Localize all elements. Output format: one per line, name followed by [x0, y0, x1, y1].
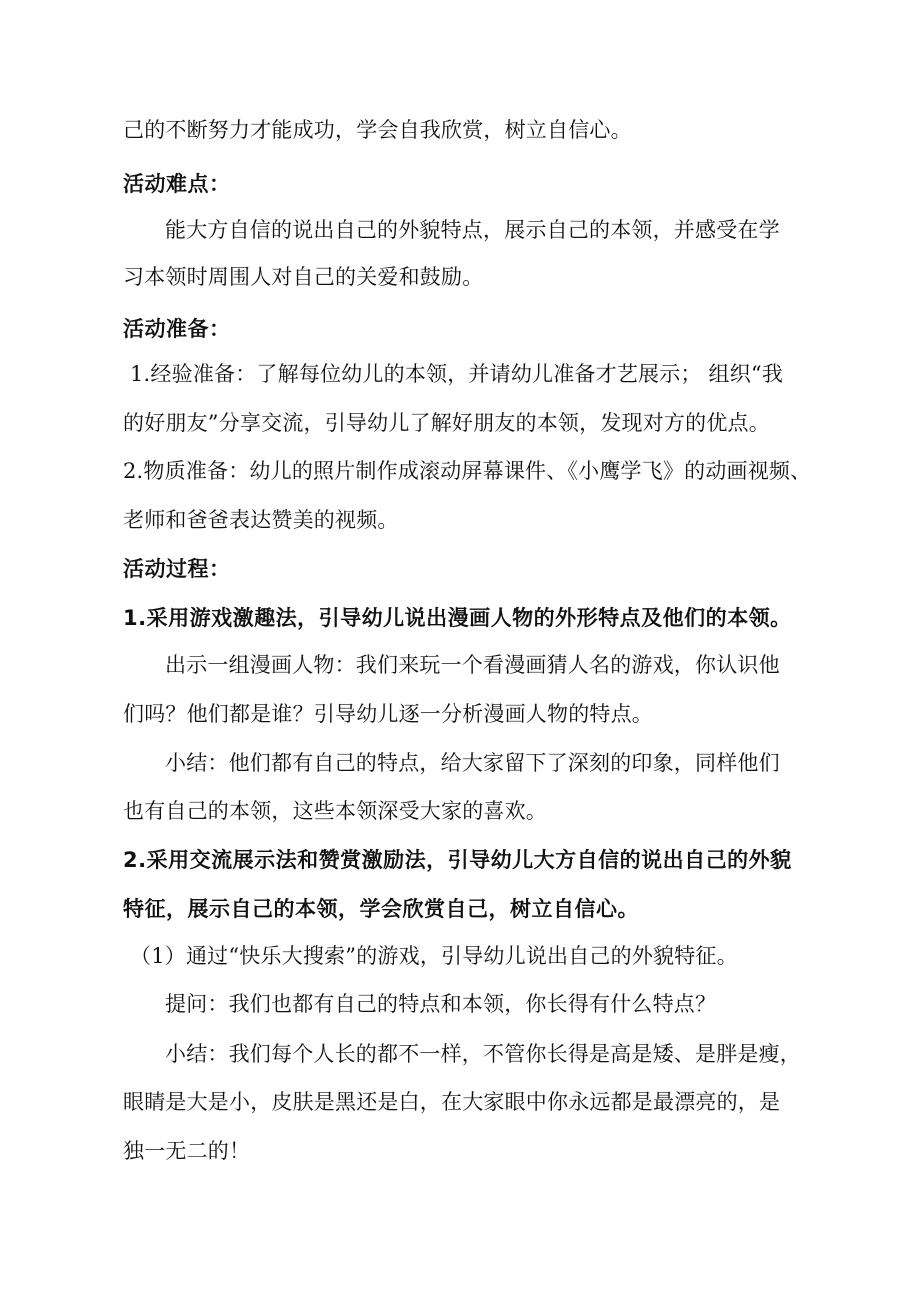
paragraph-line-19: 提问：我们也都有自己的特点和本领，你长得有什么特点？: [165, 992, 717, 1016]
paragraph-line-15: 也有自己的本领，这些本领深受大家的喜欢。: [123, 799, 547, 823]
heading-activity-preparation: 活动准备：: [123, 317, 231, 341]
step-2-heading-line-1: 2.采用交流展示法和赞赏激励法，引导幼儿大方自信的说出自己的外貌: [123, 848, 792, 872]
paragraph-line-12: 出示一组漫画人物：我们来玩一个看漫画猜人名的游戏，你认识他: [165, 653, 780, 677]
paragraph-line-21: 眼睛是大是小，皮肤是黑还是白，在大家眼中你永远都是最漂亮的，是: [123, 1090, 781, 1114]
paragraph-line-9: 老师和爸爸表达赞美的视频。: [123, 508, 399, 532]
paragraph-line-6: 1.经验准备：了解每位幼儿的本领，并请幼儿准备才艺展示； 组织“我: [130, 362, 784, 386]
paragraph-line-1: 己的不断努力才能成功，学会自我欣赏，树立自信心。: [123, 118, 632, 142]
paragraph-line-22: 独一无二的！: [123, 1139, 251, 1163]
paragraph-line-14: 小结：他们都有自己的特点，给大家留下了深刻的印象，同样他们: [165, 751, 780, 775]
heading-activity-difficulty: 活动难点：: [123, 172, 231, 196]
paragraph-line-18: （1）通过“快乐大搜索”的游戏，引导幼儿说出自己的外貌特征。: [130, 944, 738, 968]
step-1-heading: 1.采用游戏激趣法，引导幼儿说出漫画人物的外形特点及他们的本领。: [123, 606, 792, 630]
step-2-heading-line-2: 特征，展示自己的本领，学会欣赏自己，树立自信心。: [123, 897, 639, 921]
paragraph-line-7: 的好朋友”分享交流，引导幼儿了解好朋友的本领，发现对方的优点。: [123, 411, 770, 435]
paragraph-line-8: 2.物质准备：幼儿的照片制作成滚动屏幕课件、《小鹰学飞》的动画视频、: [123, 459, 812, 483]
heading-activity-process: 活动过程：: [123, 557, 231, 581]
paragraph-line-13: 们吗？他们都是谁？引导幼儿逐一分析漫画人物的特点。: [123, 702, 653, 726]
paragraph-line-3: 能大方自信的说出自己的外貌特点，展示自己的本领，并感受在学: [165, 218, 780, 242]
paragraph-line-4: 习本领时周围人对自己的关爱和鼓励。: [123, 265, 484, 289]
paragraph-line-20: 小结：我们每个人长的都不一样，不管你长得是高是矮、是胖是瘦，: [165, 1042, 801, 1066]
